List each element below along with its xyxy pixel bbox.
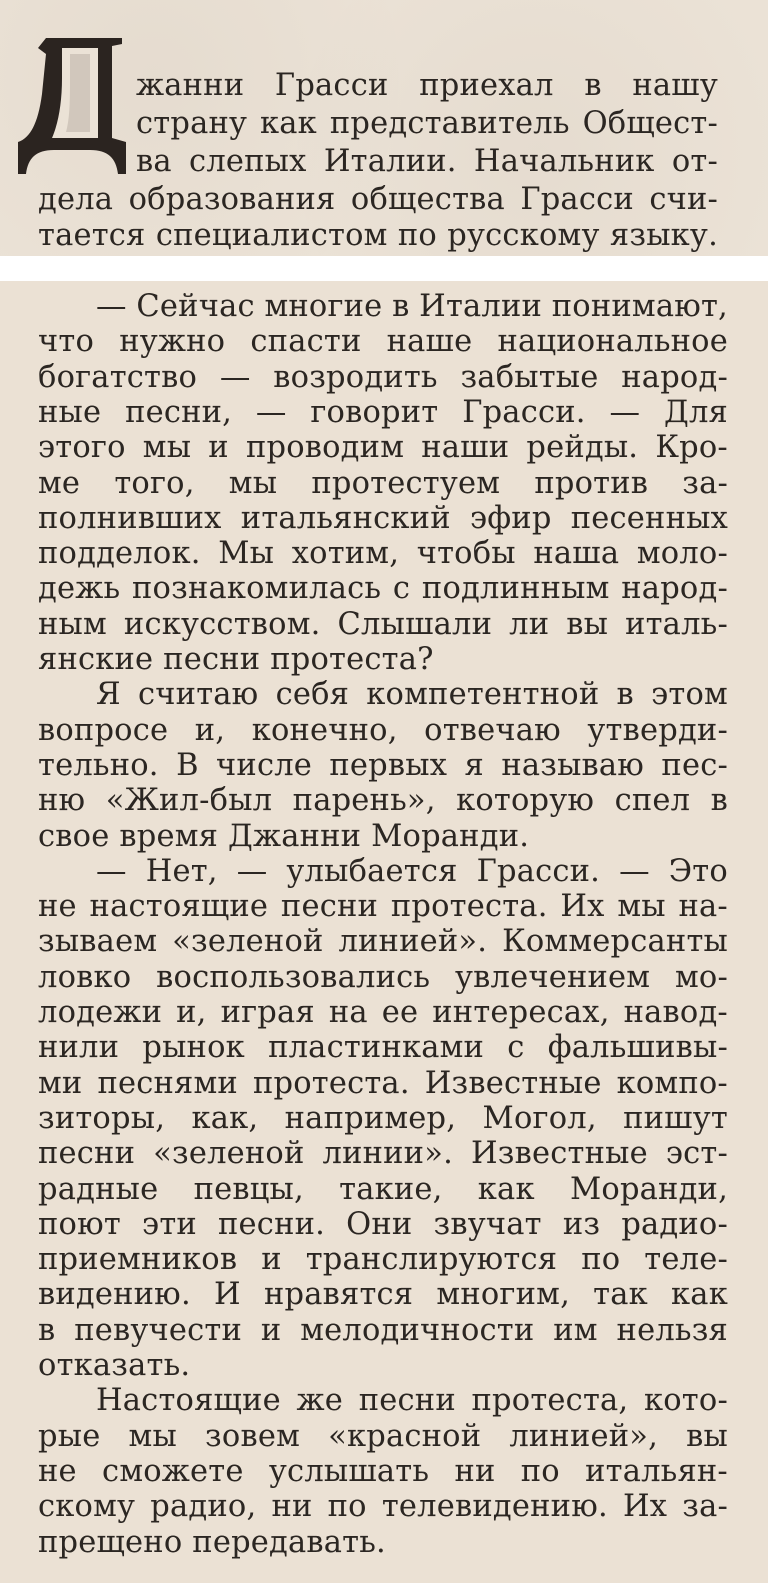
word: мо- xyxy=(675,959,728,995)
word: Настоящие xyxy=(96,1383,281,1419)
word: Начальник xyxy=(473,144,655,179)
word: и xyxy=(208,430,229,466)
word: тельно. xyxy=(38,747,159,783)
drop-cap xyxy=(18,34,128,176)
word: страну xyxy=(136,106,248,141)
word: Их xyxy=(560,889,605,925)
word: италь- xyxy=(625,606,728,642)
word: наши xyxy=(421,430,510,466)
word: песенных xyxy=(570,500,728,536)
word: мы xyxy=(228,465,278,501)
body-line xyxy=(38,713,728,749)
word: зиторы, xyxy=(38,1100,166,1136)
word: Грасси xyxy=(274,68,389,103)
word: Их xyxy=(622,1489,668,1525)
word: тается xyxy=(38,218,146,253)
word: конечно, xyxy=(251,712,398,748)
body-line xyxy=(38,924,728,960)
word: Италии xyxy=(419,289,543,324)
body-line xyxy=(38,889,728,925)
word: с xyxy=(392,571,411,607)
word: вопросе xyxy=(38,712,169,748)
word: того, xyxy=(114,465,195,501)
body-line xyxy=(38,995,728,1031)
body-line xyxy=(38,430,728,466)
word: — xyxy=(236,853,268,889)
word: языку. xyxy=(609,218,718,253)
word: числе xyxy=(216,747,313,783)
word: такие, xyxy=(339,1171,443,1207)
word: хотим, xyxy=(291,536,400,572)
word: поют xyxy=(38,1206,121,1242)
word: спасти xyxy=(250,324,362,360)
word: ме xyxy=(38,465,81,501)
word: многим, xyxy=(436,1277,570,1313)
word: народ- xyxy=(621,571,728,607)
word: подделок. xyxy=(38,536,201,572)
word: навод- xyxy=(623,995,728,1030)
word: — xyxy=(255,394,287,430)
word: нельзя xyxy=(616,1312,728,1348)
word: подлинным xyxy=(421,571,610,607)
body-line xyxy=(38,1454,728,1490)
word: Коммерсанты xyxy=(502,924,728,960)
word: как xyxy=(260,106,317,141)
word: видению. xyxy=(38,1277,191,1313)
intro-line-3 xyxy=(136,144,718,180)
word: итальянский xyxy=(240,500,451,536)
word: как, xyxy=(191,1100,259,1136)
body-line xyxy=(38,1172,728,1208)
word: по xyxy=(520,1453,560,1489)
word: вы xyxy=(566,606,609,642)
word: в xyxy=(710,783,728,819)
word: отвечаю xyxy=(424,712,561,748)
word: нили xyxy=(38,1030,120,1066)
word: «Жил-был xyxy=(105,783,273,819)
word: специалистом xyxy=(155,218,388,253)
word: звучат xyxy=(433,1206,542,1242)
word: мы xyxy=(617,889,666,925)
word: Для xyxy=(663,394,728,430)
word: счи- xyxy=(649,182,718,217)
word: нашу xyxy=(632,68,718,103)
intro-line-2 xyxy=(136,106,718,142)
body-line xyxy=(38,395,728,431)
word: наша xyxy=(533,536,620,572)
word: богатство xyxy=(38,359,198,395)
word: наше xyxy=(386,324,473,360)
word: протеста, xyxy=(471,1383,629,1419)
word: как xyxy=(477,1171,535,1207)
word: Слышали xyxy=(337,606,493,642)
word: дежь xyxy=(38,571,121,607)
word: мелодичности xyxy=(300,1312,535,1348)
word: зываем xyxy=(38,924,158,960)
word: и, xyxy=(194,712,226,748)
word: «красной xyxy=(328,1418,482,1454)
word: протеста. xyxy=(390,889,548,925)
word: полнивших xyxy=(38,500,222,536)
word: итальян- xyxy=(585,1453,728,1489)
word: спел xyxy=(614,783,691,819)
word: телевидению. xyxy=(381,1489,608,1525)
body-line xyxy=(38,1207,728,1243)
word: настоящие xyxy=(89,889,269,925)
word: пластинками xyxy=(268,1030,485,1066)
word: пишут xyxy=(623,1100,728,1136)
word: Мы xyxy=(218,536,275,572)
word: как xyxy=(671,1277,728,1313)
word: ва xyxy=(136,144,172,179)
intro-line-1 xyxy=(136,68,718,104)
word: по xyxy=(581,1242,621,1278)
word: компо- xyxy=(616,1065,728,1101)
word: понимают, xyxy=(551,289,728,324)
word: Кро- xyxy=(655,430,728,466)
word: транслируются xyxy=(305,1242,558,1278)
word: нравятся xyxy=(264,1277,414,1313)
word: эти xyxy=(142,1206,197,1242)
word: линии». xyxy=(322,1136,453,1172)
body-line xyxy=(38,607,728,643)
word: «зеленой xyxy=(172,924,324,960)
body-line xyxy=(38,466,728,502)
word: слепых xyxy=(189,144,307,179)
word: вы xyxy=(686,1418,728,1454)
word: в xyxy=(38,1312,56,1348)
body-line xyxy=(38,783,728,819)
word: образования xyxy=(128,182,336,217)
word: песнями xyxy=(97,1065,238,1101)
word: песни, xyxy=(125,394,233,430)
word: песни xyxy=(358,1383,456,1419)
word: я xyxy=(464,747,484,783)
word: песни xyxy=(38,1136,136,1172)
word: мы xyxy=(128,1418,177,1454)
word: Могол, xyxy=(482,1100,597,1136)
word: фальшивы- xyxy=(547,1030,728,1066)
body-line xyxy=(38,1242,728,1278)
word: компетентной xyxy=(366,677,600,713)
word: Нет, xyxy=(145,853,218,889)
word: зовем xyxy=(205,1418,300,1454)
word: представитель xyxy=(329,106,570,141)
body-line xyxy=(38,571,728,607)
word: Это xyxy=(668,853,728,889)
word: ню xyxy=(38,783,86,819)
word: народ- xyxy=(621,359,728,395)
body-line xyxy=(38,748,728,784)
word: певцы, xyxy=(193,1171,304,1207)
word: чтобы xyxy=(416,536,516,572)
word: — xyxy=(609,394,641,430)
word: многие xyxy=(264,289,383,324)
body-line xyxy=(38,1277,728,1313)
word: увлечением xyxy=(455,959,651,995)
word: эст- xyxy=(665,1136,728,1172)
word: воспользовались xyxy=(156,959,431,995)
word: из xyxy=(562,1206,601,1242)
word: называю xyxy=(501,747,645,783)
word: линией». xyxy=(338,924,488,960)
word: Италии. xyxy=(323,144,457,179)
word: на- xyxy=(678,889,728,925)
word: приехал xyxy=(419,68,554,103)
word: за- xyxy=(682,465,728,501)
word: Моранди, xyxy=(569,1171,728,1207)
word: и xyxy=(260,1312,282,1348)
word: и xyxy=(261,1242,282,1278)
word: общества xyxy=(350,182,505,217)
text-run: свое время Джанни Моранди. xyxy=(38,818,530,854)
word: Они xyxy=(346,1206,413,1242)
word: в xyxy=(616,677,634,713)
word: радио, xyxy=(150,1489,257,1525)
body-line xyxy=(38,324,728,360)
body-line xyxy=(38,1348,728,1384)
word: этом xyxy=(651,677,728,713)
word: — xyxy=(219,359,251,395)
word: за- xyxy=(682,1489,728,1525)
word: пес- xyxy=(661,747,728,783)
word: по xyxy=(397,218,437,253)
word: например, xyxy=(284,1100,457,1136)
word: ли xyxy=(509,606,550,642)
word: рынок xyxy=(142,1030,245,1066)
intro-line-4 xyxy=(38,182,718,218)
word: что xyxy=(38,324,95,360)
word: И xyxy=(214,1277,241,1313)
word: ни xyxy=(454,1453,496,1489)
word: Грасси. xyxy=(476,853,601,889)
word: Грасси. xyxy=(462,394,586,430)
word: парень», xyxy=(292,783,436,819)
body-line xyxy=(38,1525,728,1561)
word: считаю xyxy=(138,677,259,713)
word: русскому xyxy=(447,218,600,253)
body-line xyxy=(38,360,728,396)
word: в xyxy=(392,289,410,324)
word: — xyxy=(96,289,127,324)
word: лодежи xyxy=(38,995,163,1030)
word: протестуем xyxy=(311,465,501,501)
word: забытые xyxy=(460,359,599,395)
word: песни. xyxy=(218,1206,326,1242)
body-line xyxy=(38,642,728,678)
text-run: прещено передавать. xyxy=(38,1524,386,1560)
word: кото- xyxy=(643,1383,728,1419)
word: утверди- xyxy=(587,712,728,748)
body-line xyxy=(38,1030,728,1066)
word: первых xyxy=(329,747,448,783)
word: ни xyxy=(271,1489,313,1525)
word: песни xyxy=(280,889,379,925)
word: сможете xyxy=(102,1453,244,1489)
word: — xyxy=(619,853,650,889)
word: ные xyxy=(38,394,102,430)
word: в xyxy=(584,68,602,103)
word: против xyxy=(534,465,649,501)
word: ловко xyxy=(38,959,132,995)
word: говорит xyxy=(310,394,439,430)
body-line xyxy=(38,1419,728,1455)
word: Общест- xyxy=(582,106,718,141)
word: Известные xyxy=(424,1065,602,1101)
word: — xyxy=(96,853,127,889)
body-line xyxy=(38,1066,728,1102)
word: мы xyxy=(142,430,192,466)
word: услышать xyxy=(268,1453,430,1489)
article-body xyxy=(0,281,768,1583)
word: «зеленой xyxy=(153,1136,305,1172)
text-run: отказать. xyxy=(38,1348,191,1383)
word: этого xyxy=(38,430,126,466)
word: протеста. xyxy=(252,1065,410,1101)
word: теле- xyxy=(644,1242,728,1278)
word: жанни xyxy=(136,68,245,103)
word: национальное xyxy=(497,324,728,360)
text-run: янские песни протеста? xyxy=(38,642,434,677)
word: же xyxy=(296,1383,344,1419)
word: рейды. xyxy=(526,430,639,466)
word: ее xyxy=(381,995,419,1030)
word: с xyxy=(507,1030,525,1066)
word: от- xyxy=(671,144,718,179)
word: которую xyxy=(456,783,595,819)
word: певучести xyxy=(74,1312,243,1348)
word: Сейчас xyxy=(136,289,255,324)
body-line xyxy=(96,1383,728,1419)
word: линией», xyxy=(509,1418,659,1454)
word: ми xyxy=(38,1065,83,1101)
word: себя xyxy=(275,677,350,713)
word: приемников xyxy=(38,1242,238,1278)
body-line xyxy=(38,819,728,855)
word: познакомилась xyxy=(132,571,382,607)
word: Грасси xyxy=(520,182,634,217)
word: радио- xyxy=(621,1206,728,1242)
body-line xyxy=(38,1489,728,1525)
drop-cap-glyph xyxy=(18,34,128,176)
body-line xyxy=(38,1136,728,1172)
body-line xyxy=(96,854,728,890)
word: нужно xyxy=(119,324,226,360)
word: и, xyxy=(176,995,207,1030)
word: не xyxy=(38,889,77,925)
body-line xyxy=(38,536,728,572)
word: играя xyxy=(220,995,315,1030)
word: радные xyxy=(38,1171,159,1207)
word: им xyxy=(553,1312,598,1348)
body-line xyxy=(96,677,728,713)
word: по xyxy=(327,1489,367,1525)
word: возродить xyxy=(273,359,438,395)
word: В xyxy=(176,747,199,783)
word: ным xyxy=(38,606,107,642)
word: рые xyxy=(38,1418,101,1454)
word: улыбается xyxy=(286,853,458,889)
word: не xyxy=(38,1453,77,1489)
word: скому xyxy=(38,1489,136,1525)
body-line xyxy=(38,1101,728,1137)
body-line xyxy=(38,1313,728,1349)
word: Известные xyxy=(470,1136,648,1172)
intro-clipping xyxy=(0,0,768,256)
intro-line-5 xyxy=(38,218,718,254)
body-line xyxy=(38,501,728,537)
word: интересах, xyxy=(432,995,610,1030)
word: моло- xyxy=(636,536,728,572)
word: проводим xyxy=(245,430,405,466)
word: так xyxy=(593,1277,648,1313)
word: дела xyxy=(38,182,114,217)
word: эфир xyxy=(469,500,552,536)
word: Я xyxy=(96,677,121,713)
body-line xyxy=(38,960,728,996)
body-line xyxy=(96,289,728,325)
word: искусством. xyxy=(123,606,321,642)
word: на xyxy=(328,995,368,1030)
